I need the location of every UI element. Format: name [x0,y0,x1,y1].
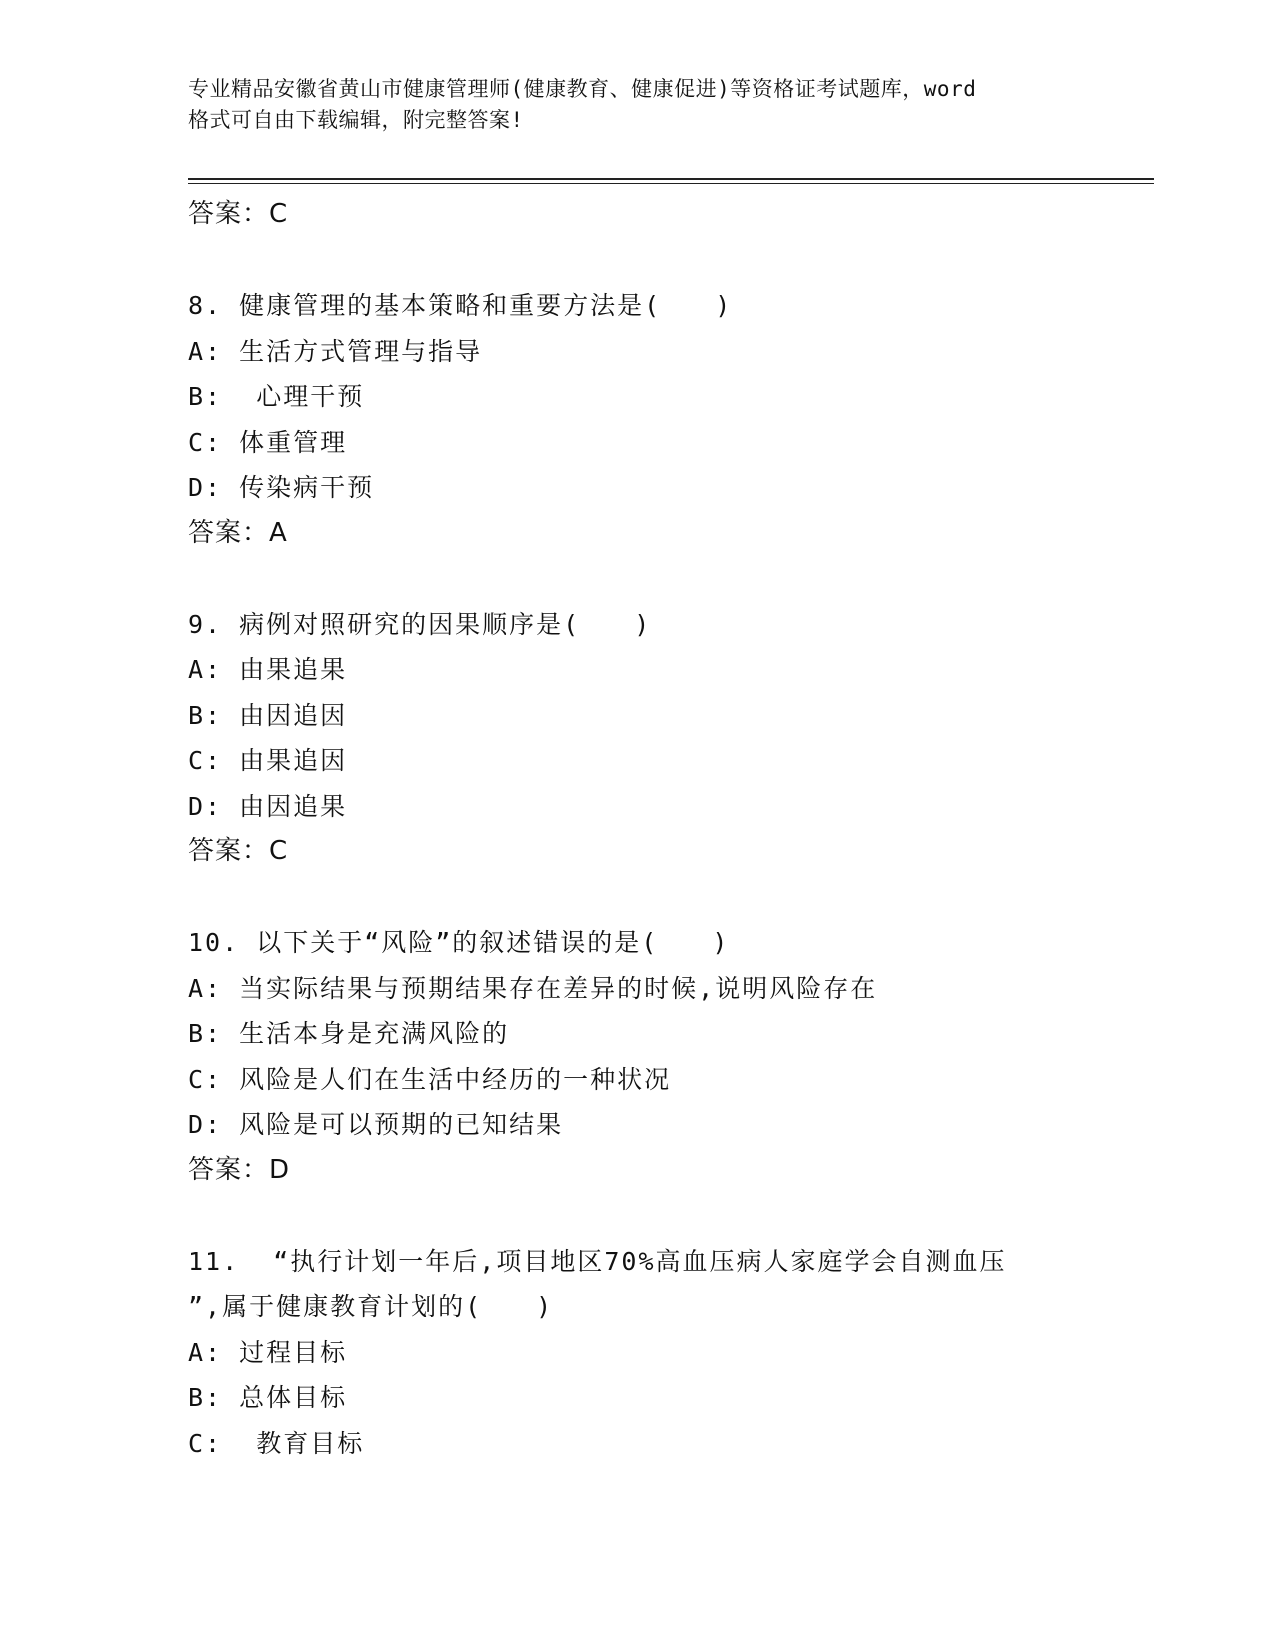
option-c: C: 体重管理 [188,427,348,457]
option-d: D: 传染病干预 [188,473,375,502]
option-a: A: 过程目标 [188,1337,348,1367]
header-divider-thick [188,178,1154,180]
question-stem-continued: ”,属于健康教育计划的( ) [188,1292,554,1321]
question-stem: 8. 健康管理的基本策略和重要方法是( ) [188,291,733,320]
spacer [188,875,1148,921]
answer-line: 答案：A [188,517,288,548]
answer-line: 答案：D [188,1154,291,1185]
document-header [188,74,1108,136]
question-stem: 11. “执行计划一年后,项目地区70%高血压病人家庭学会自测血压 [188,1246,1007,1276]
question-block [188,920,1148,1193]
question-list [188,192,1148,1466]
spacer [188,556,1148,602]
answer-line: 答案：C [188,836,289,866]
header-divider-thin [188,183,1154,184]
option-a: A: 由果追果 [188,655,348,684]
question-stem: 9. 病例对照研究的因果顺序是( ) [188,609,652,639]
question-block [188,602,1148,875]
header-line-2: 格式可自由下载编辑，附完整答案! [188,108,524,132]
option-b: B: 心理干预 [188,382,365,411]
answer-line: 答案：C [188,199,289,229]
option-c: C: 风险是人们在生活中经历的一种状况 [188,1064,672,1094]
option-c: C: 由果追因 [188,746,348,775]
option-b: B: 由因追因 [188,700,348,730]
option-b: B: 生活本身是充满风险的 [188,1019,510,1048]
spacer [188,238,1148,284]
question-stem: 10. 以下关于“风险”的叙述错误的是( ) [188,928,730,957]
option-c: C: 教育目标 [188,1428,365,1458]
option-a: A: 生活方式管理与指导 [188,336,483,366]
option-b: B: 总体目标 [188,1383,348,1412]
option-d: D: 由因追果 [188,791,348,821]
spacer [188,1193,1148,1239]
question-block [188,283,1148,556]
question-block [188,1239,1148,1467]
option-a: A: 当实际结果与预期结果存在差异的时候,说明风险存在 [188,973,878,1003]
option-d: D: 风险是可以预期的已知结果 [188,1110,564,1139]
header-line-1: 专业精品安徽省黄山市健康管理师(健康教育、健康促进)等资格证考试题库，word [188,77,977,101]
